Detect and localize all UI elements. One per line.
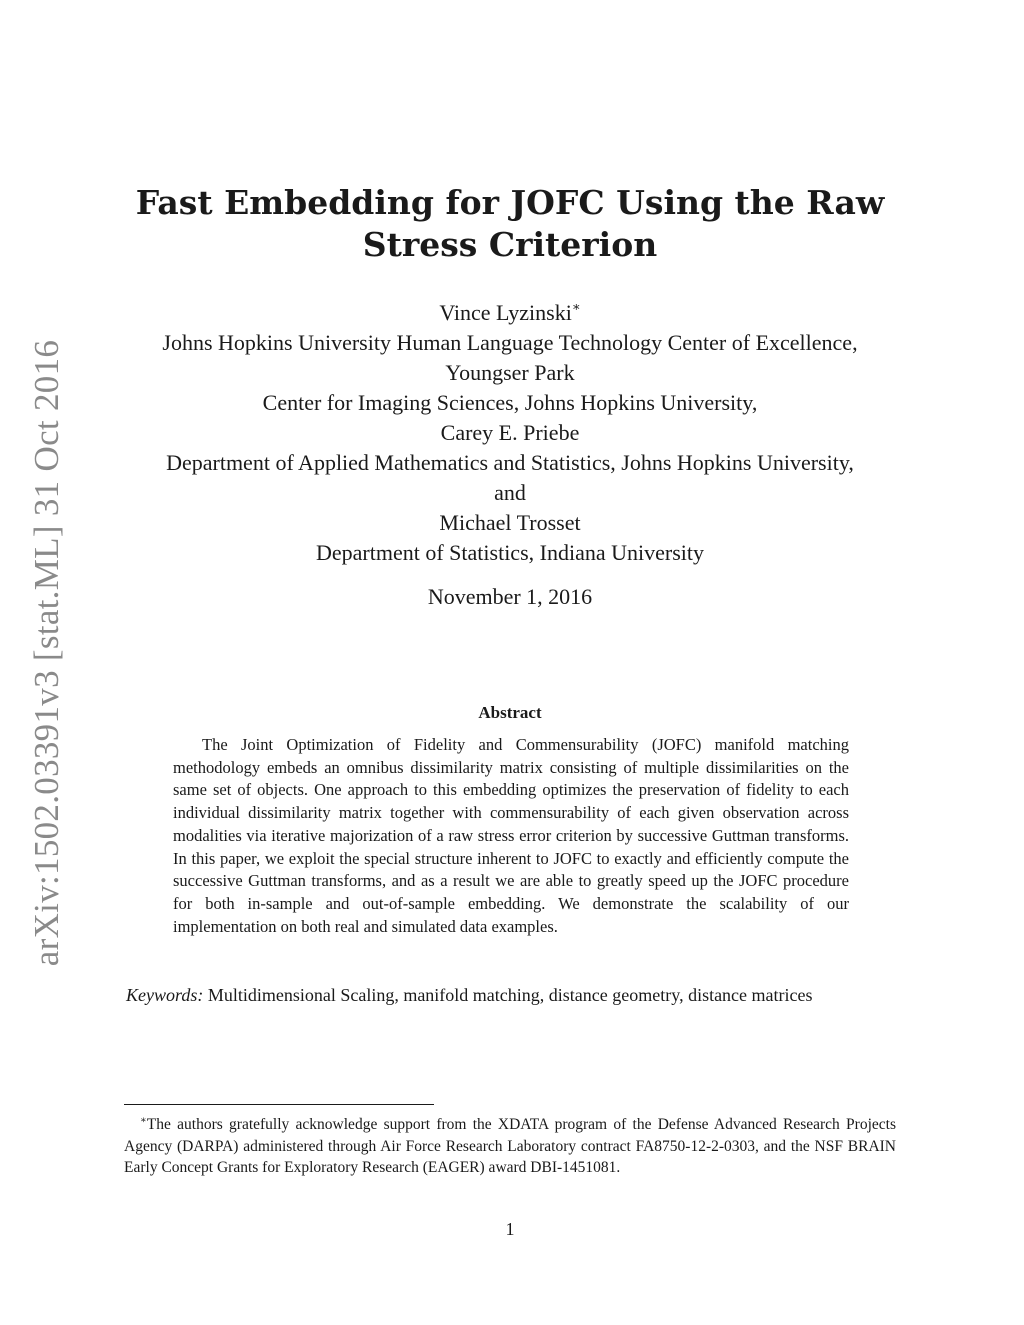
paper-title: [120, 182, 900, 266]
title-line-2: Stress Criterion: [362, 225, 658, 264]
title-line-1: Fast Embedding for JOFC Using the Raw: [135, 183, 885, 222]
author-conjunction: and: [494, 480, 526, 505]
keywords-text: Multidimensional Scaling, manifold matching, distance geometry, distance matrices: [207, 985, 813, 1005]
affiliation-3: Department of Applied Mathematics and Statistics, Johns Hopkins University,: [166, 450, 854, 475]
affiliation-1: Johns Hopkins University Human Language Technology Center of Excellence,: [162, 330, 858, 355]
footnote-mark: ∗: [140, 1115, 147, 1126]
author-3: Carey E. Priebe: [440, 420, 580, 445]
author-2: Youngser Park: [445, 360, 575, 385]
affiliation-4: Department of Statistics, Indiana University: [316, 540, 704, 565]
keywords-label: Keywords:: [126, 985, 204, 1005]
page-number: 1: [505, 1219, 515, 1239]
affiliation-2: Center for Imaging Sciences, Johns Hopkins University,: [262, 390, 758, 415]
arxiv-stamp: [26, 339, 68, 966]
abstract-body: The Joint Optimization of Fidelity and Commensurability (JOFC) manifold matching methodology embeds an omnibus dissimilarity matrix consisting of multiple dissimilarities on the same set of objects. One approach to this embedding optimizes the preservation of fidelity to each individual dissimilarity matrix together with commensurability of each given observation across modalities via iterative majorization of a raw stress error criterion by successive Guttman transforms. In this paper, we exploit the special structure inherent to JOFC to exactly and efficiently compute the successive Guttman transforms, and as a result we are able to greatly speed up the JOFC procedure for both in-sample and out-of-sample embedding. We demonstrate the scalability of our implementation on both real and simulated data examples.: [173, 735, 849, 936]
author-1: [110, 292, 910, 328]
footnote-rule: [124, 1104, 434, 1105]
publication-date: November 1, 2016: [427, 584, 593, 609]
author-block: [110, 292, 910, 568]
abstract-heading: Abstract: [478, 703, 542, 722]
author-1-name: Vince Lyzinski: [439, 300, 572, 325]
author-1-footnote-mark: ∗: [571, 299, 581, 314]
footnote: [124, 1110, 896, 1179]
keywords: [126, 983, 896, 1007]
author-4: Michael Trosset: [439, 510, 581, 535]
footnote-text: The authors gratefully acknowledge support from the XDATA program of the Defense Advanced Research Projects Agency (DARPA) administered through Air Force Research Laboratory contract FA8750-12-2-0303, and the NSF BRAIN Early Concept Grants for Exploratory Research (EAGER) award DBI-1451081.: [124, 1116, 896, 1176]
arxiv-identifier: arXiv:1502.03391v3 [stat.ML] 31 Oct 2016: [27, 339, 66, 966]
